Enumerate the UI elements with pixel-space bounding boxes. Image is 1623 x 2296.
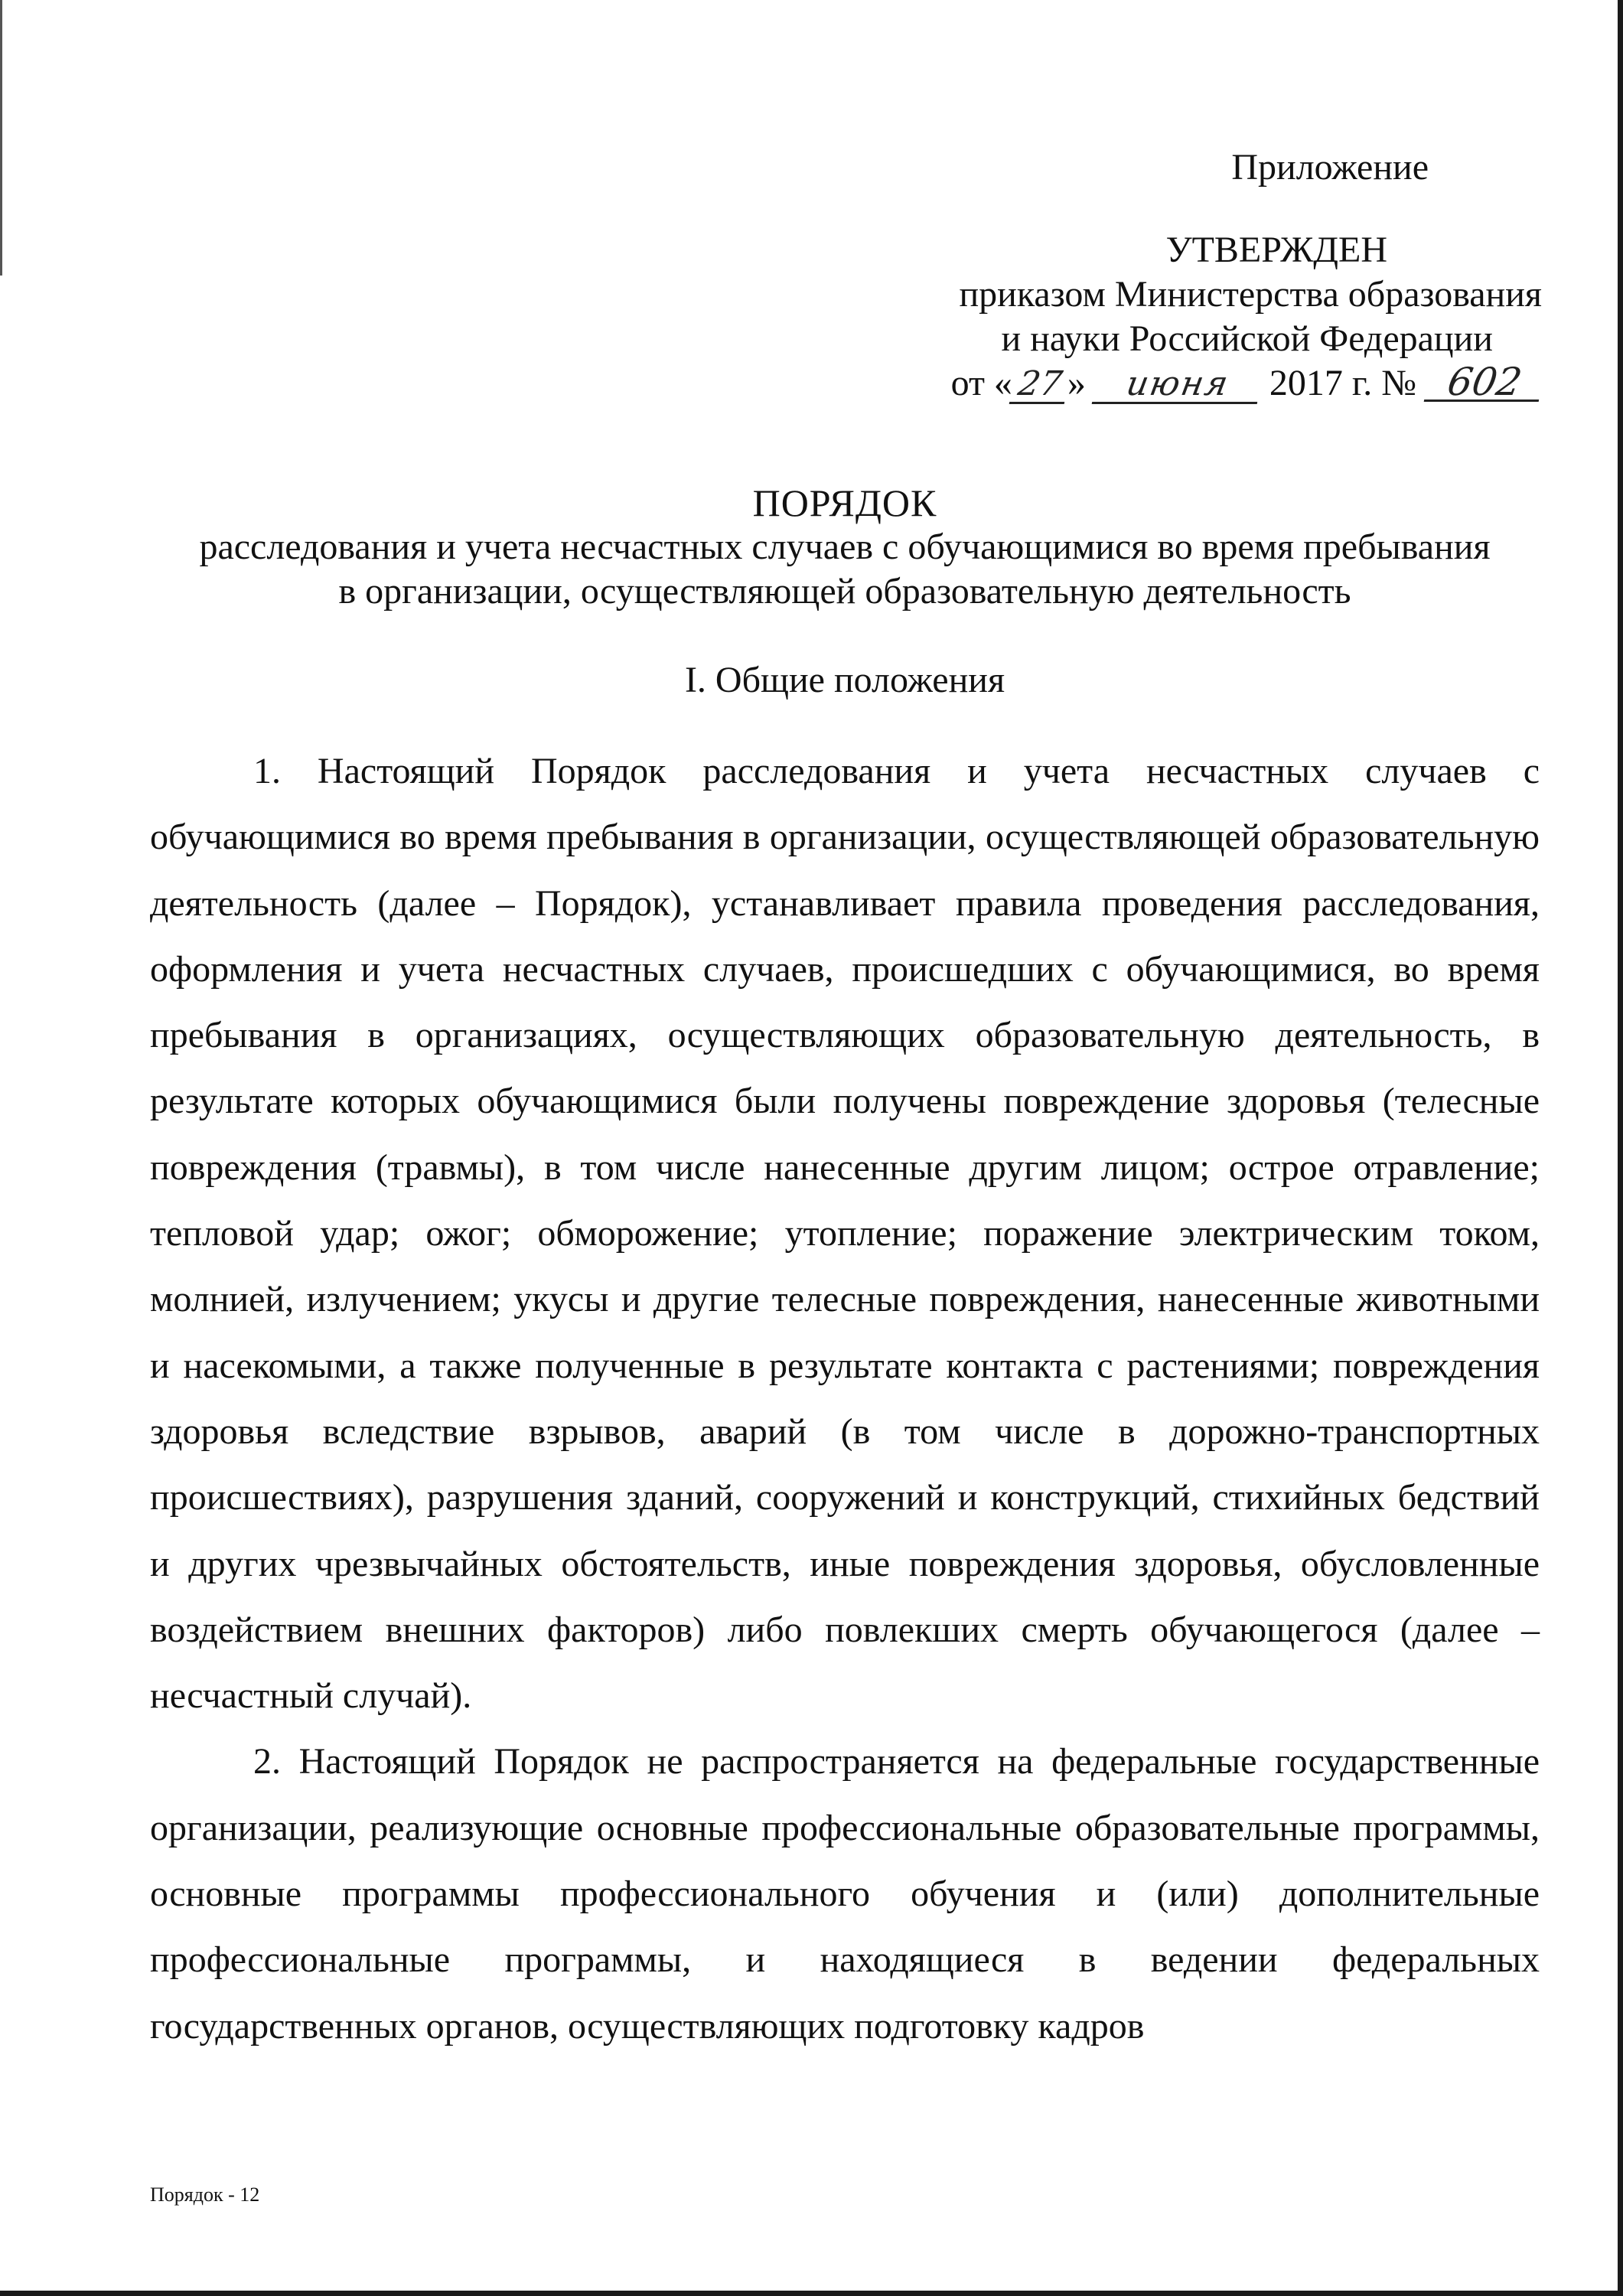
document-title-block [150,481,1540,614]
document-title: ПОРЯДОК [752,481,937,524]
scan-edge-right [1618,0,1623,2296]
date-prefix: от « [950,363,1012,403]
section-heading: I. Общие положения [684,660,1005,700]
approved-label: УТВЕРЖДЕН [1165,230,1387,270]
date-mid: » [1067,363,1086,403]
order-issuer-line1: приказом Министерства образования [959,274,1542,315]
paragraph-1: 1. Настоящий Порядок расследования и учета несчастных случаев с обучающимися во время пребывания в организации, осуществляющей образовательную деятельность (далее – Порядок), устанавливает правила проведения расследования, оформления и учета несчастных случаев, происшедших с обучающимися, во время пребывания в организациях, осуществляющих образовательную деятельность, в результате которых обучающимися были получены повреждение здоровья (телесные повреждения (травмы), в том числе нанесенные другим лицом; острое отравление; тепловой удар; ожог; обморожение; утопление; поражение электрическим током, молнией, излучением; укусы и другие телесные повреждения, нанесенные животными и насекомыми, а также полученные в результате контакта с растениями; повреждения здоровья вследствие взрывов, аварий (в том числе в дорожно-транспортных происшествиях), разрушения зданий, сооружений и конструкций, стихийных бедствий и других чрезвычайных обстоятельств, иные повреждения здоровья, обусловленные воздействием внешних факторов) либо повлекших смерть обучающегося (далее – несчастный случай). [150,751,1540,1717]
date-year: 2017 г. № [1269,363,1416,403]
paragraph-2: 2. Настоящий Порядок не распространяется на федеральные государственные организации, реализующие основные профессиональные образовательные программы, основные программы профессионального обучения и (или) дополнительные профессиональные программы, и находящиеся в ведении федеральных государственных органов, осуществляющих подготовку кадров [150,1741,1540,2047]
scan-edge-bottom [0,2291,1623,2296]
document-body [150,739,1540,2060]
handwritten-order-number: 602 [1424,364,1546,402]
order-issuer-line2: и науки Российской Федерации [1001,318,1493,359]
order-date-line [951,361,1542,406]
document-subtitle-line1: расследования и учета несчастных случаев с обучающимися во время пребывания [199,527,1491,567]
document-subtitle-line2: в организации, осуществляющей образовательную деятельность [338,571,1351,612]
appendix-label: Приложение [1231,147,1429,188]
page-footer-label: Порядок - 12 [150,2183,260,2206]
handwritten-day: 27 [1009,367,1071,404]
scan-edge-left [0,0,2,276]
handwritten-month: июня [1092,367,1264,404]
